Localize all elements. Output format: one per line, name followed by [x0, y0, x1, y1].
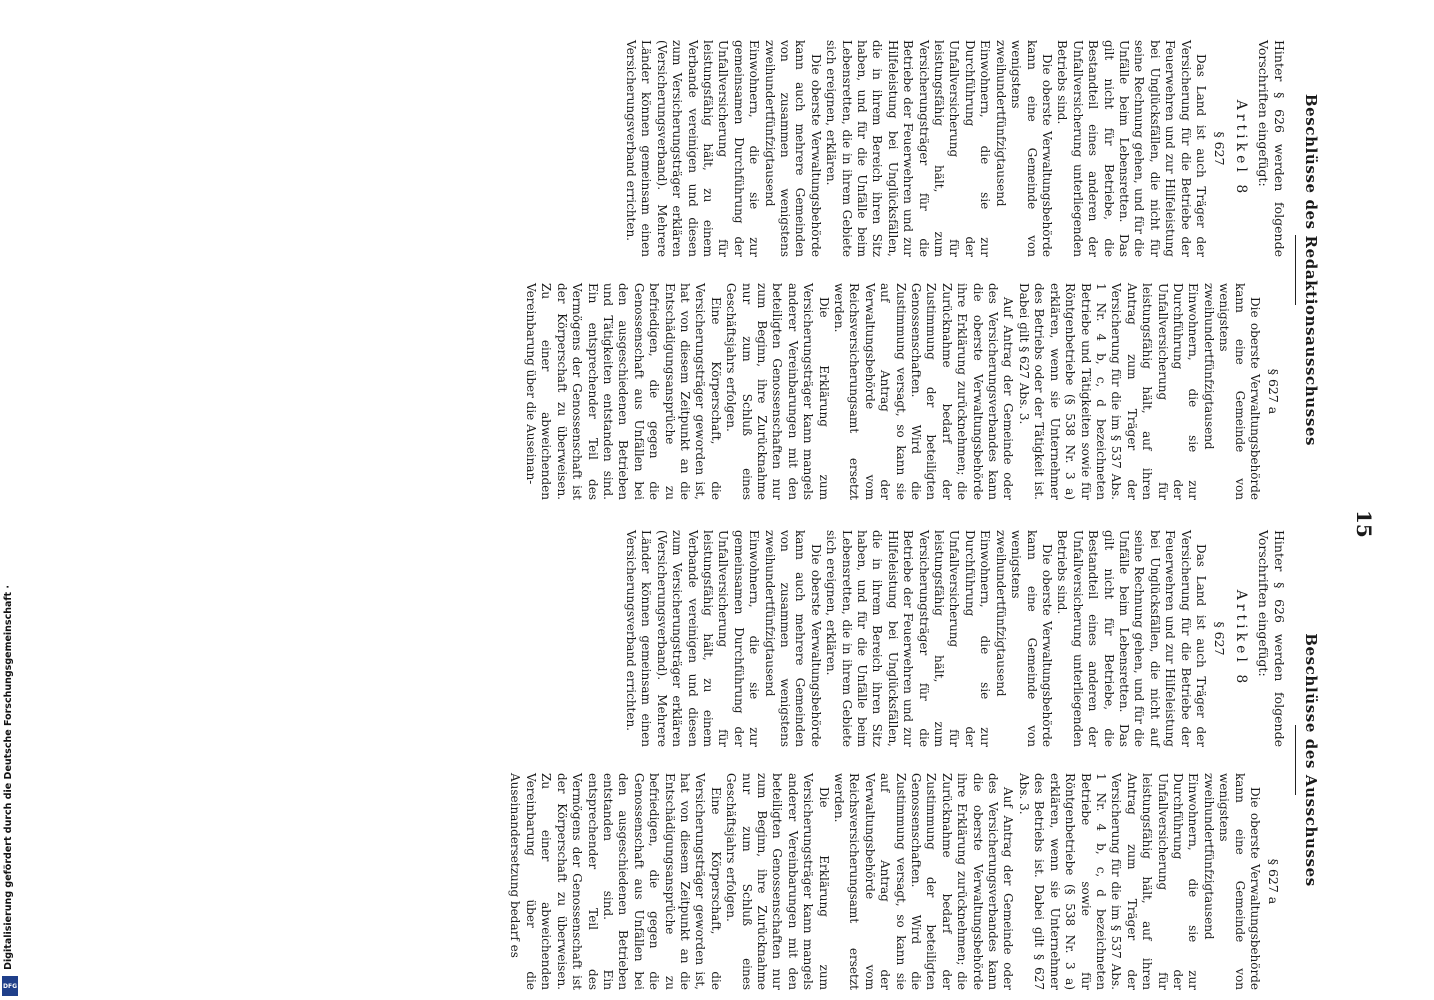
- paragraph: Eine Körperschaft, die Versicherungsträger geworden ist, hat von diesem Zeitpunkt an die Entschädigungsansprüche zu befriedigen, die gegen die Genossenschaft aus Unfällen bei den ausgeschiedenen Betrieben entstanden sind. Ein entsprechender Teil des Vermögens der Genossenschaft ist der Körperschaft zu überweisen. Zu einer abweichenden Vereinbarung über die Auseinandersetzung bedarf es: [508, 773, 723, 990]
- text-column-2: [523, 283, 1288, 500]
- paragraph: Auf Antrag der Gemeinde oder des Versicherungsverbandes kann die oberste Verwaltungsbehörde ihre Erklärung zurücknehmen; die Zurücknahme bedarf der Zustimmung der beteiligten Genossenschaften. Wird die Zustimmung versagt, so kann sie auf Antrag der Verwaltungsbehörde vom Reichsversicherungsamt ersetzt werden.: [832, 283, 1016, 500]
- paragraph: Die Erklärung zum Versicherungsträger kann mangels anderer Vereinbarungen mit den beteiligten Genossenschaften nur zum Beginn, ihre Zurücknahme nur zum Schluß eines Geschäftsjahrs erfolgen.: [724, 283, 831, 500]
- paragraph: Die oberste Verwaltungsbehörde kann eine Gemeinde von wenigstens zweihundertfünfzigtausend Einwohnern, die sie zur Durchführung der Unfallversicherung für leistungsfähig hält, zum Versicherungsträger für die Betriebe der Feuerwehren und zur Hilfeleistung bei Unglücksfällen, die in ihrem Bereich ihren Sitz haben, und für die Unfälle beim Lebensretten, die in ihrem Gebiete sich ereignen, erklären.: [824, 40, 1054, 257]
- paragraph: Das Land ist auch Träger der Versicherung für die Betriebe der Feuerwehren und zur Hilfeleistung bei Unglücksfällen, die nicht auf seine Rechnung gehen, und für die Unfälle beim Lebensretten. Das gilt nicht für Betriebe, die Bestandteil eines anderen der Unfallversicherung unterliegenden Betriebs sind.: [1055, 530, 1208, 747]
- text-column-2: [507, 773, 1287, 990]
- paragraph: Die oberste Verwaltungsbehörde kann eine Gemeinde von wenigstens zweihundertfünfzigtausend Einwohnern, die sie zur Durchführung der Unfallversicherung für leistungsfähig hält, auf ihren Antrag zum Träger der Versicherung für die im § 537 Abs. 1 Nr. 4 b, c, d bezeichneten Betriebe und Tätigkeiten sowie für Röntgenbetriebe (§ 538 Nr. 3 a) erklären, wenn sie Unternehmer des Betriebs oder der Tätigkeit ist. Dabei gilt § 627 Abs. 3.: [1016, 283, 1262, 500]
- paragraph: Die oberste Verwaltungsbehörde kann auch mehrere Gemeinden von zusammen wenigstens zweihundertfünfzigtausend Einwohnern, die sie zur gemeinsamen Durchführung der Unfallversicherung für leistungsfähig hält, zu einem Verbande vereinigen und diesen zum Versicherungsträger erklären (Versicherungsverband). Mehrere Länder können gemeinsam einen Versicherungsverband errichten.: [623, 530, 823, 747]
- paragraph: Die oberste Verwaltungsbehörde kann eine Gemeinde von wenigstens zweihundertfünfzigtausend Einwohnern, die sie zur Durchführung der Unfallversicherung für leistungsfähig hält, zum Versicherungsträger für die Betriebe der Feuerwehren und zur Hilfeleistung bei Unglücksfällen, die in ihrem Bereich ihren Sitz haben, und für die Unfälle beim Lebensretten, die in ihrem Gebiete sich ereignen, erklären.: [824, 530, 1054, 747]
- intro-text: Hinter § 626 werden folgende Vorschriften eingefügt:: [1256, 530, 1287, 747]
- section-heading: § 627 a: [1266, 858, 1281, 905]
- paragraph: Auf Antrag der Gemeinde oder des Versicherungsverbandes kann die oberste Verwaltungsbehörde ihre Erklärung zurücknehmen; die Zurücknahme bedarf der Zustimmung der beteiligten Genossenschaften. Wird die Zustimmung versagt, so kann sie auf Antrag der Verwaltungsbehörde vom Reichsversicherungsamt ersetzt werden.: [832, 773, 1016, 990]
- paragraph: Das Land ist auch Träger der Versicherung für die Betriebe der Feuerwehren und zur Hilfeleistung bei Unglücksfällen, die nicht für seine Rechnung gehen, und für die Unfälle beim Lebensretten. Das gilt nicht für Betriebe, die Bestandteil eines anderen der Unfallversicherung unterliegenden Betriebs sind.: [1055, 40, 1208, 257]
- paragraph: Die oberste Verwaltungsbehörde kann eine Gemeinde von wenigstens zweihundertfünfzigtausend Einwohnern, die sie zur Durchführung der Unfallversicherung für leistungsfähig hält, auf ihren Antrag zum Träger der Versicherung für die im § 537 Abs. 1 Nr. 4 b, c, d bezeichneten Betriebe sowie für Röntgenbetriebe (§ 538 Nr. 3 a) erklären, wenn sie Unternehmer des Betriebs ist. Dabei gilt § 627 Abs. 3.: [1016, 773, 1262, 990]
- half-title: Beschlüsse des Redaktionsausschusses: [1302, 93, 1320, 447]
- committee-resolutions-half: [523, 40, 1321, 500]
- text-column-1: [523, 40, 1288, 257]
- section-heading: § 627: [1212, 621, 1227, 656]
- article-heading: Artikel 8: [1233, 99, 1249, 198]
- intro-text: Hinter § 626 werden folgende Vorschriften eingefügt:: [1256, 40, 1287, 257]
- paragraph: Eine Körperschaft, die Versicherungsträger geworden ist, hat von diesem Zeitpunkt an die Entschädigungsansprüche zu befriedigen, die gegen die Genossenschaft aus Unfällen bei den ausgeschiedenen Betrieben und Tätigkeiten entstanden sind. Ein entsprechender Teil des Vermögens der Genossenschaft ist der Körperschaft zu überweisen. Zu einer abweichenden Vereinbarung über die Auseinan-: [523, 283, 723, 500]
- digitization-credit-text: Digitalisierung gefördert durch die Deutsche Forschungsgemeinschaft ·: [3, 585, 14, 970]
- text-column-1: [507, 530, 1287, 747]
- section-heading: § 627: [1212, 131, 1227, 166]
- half-title: Beschlüsse des Ausschusses: [1302, 633, 1320, 887]
- text-columns: [523, 40, 1288, 500]
- section-heading: § 627 a: [1266, 368, 1281, 415]
- rotated-page-content: [10, 40, 1390, 1000]
- title-rule: [1295, 235, 1296, 305]
- page-number: 15: [1352, 510, 1376, 538]
- text-columns: [507, 530, 1287, 990]
- paragraph: Die Erklärung zum Versicherungsträger kann mangels anderer Vereinbarungen mit den beteiligten Genossenschaften nur zum Beginn, ihre Zurücknahme nur zum Schluß eines Geschäftsjahrs erfolgen.: [724, 773, 831, 990]
- article-heading: Artikel 8: [1233, 589, 1249, 688]
- committee-resolutions-half: [507, 530, 1320, 990]
- dfg-logo: DFG: [2, 976, 18, 996]
- paragraph: Die oberste Verwaltungsbehörde kann auch mehrere Gemeinden von zusammen wenigstens zweihundertfünfzigtausend Einwohnern, die sie zur gemeinsamen Durchführung der Unfallversicherung für leistungsfähig hält, zu einem Verbande vereinigen und diesen zum Versicherungsträger erklären (Versicherungsverband). Mehrere Länder können gemeinsam einen Versicherungsverband errichten.: [623, 40, 823, 257]
- title-rule: [1295, 725, 1296, 795]
